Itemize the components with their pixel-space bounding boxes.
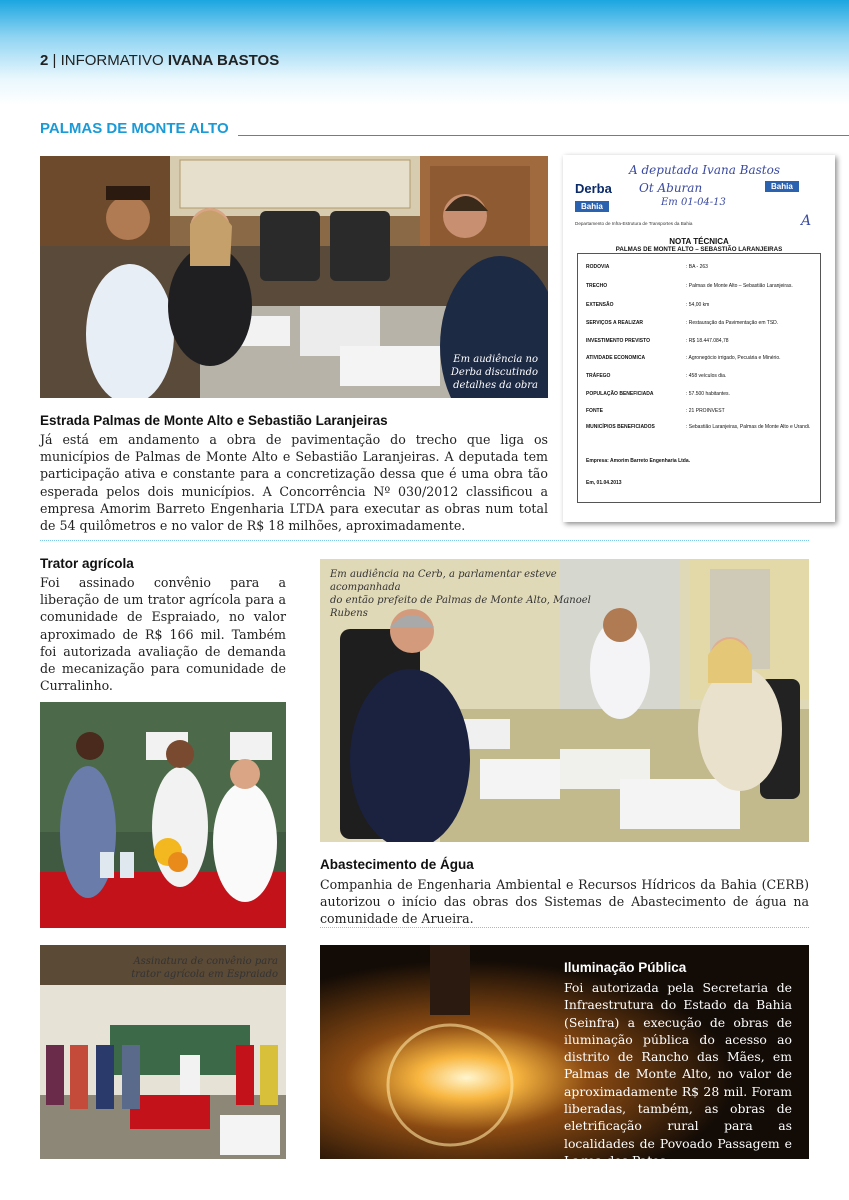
road-heading: Estrada Palmas de Monte Alto e Sebastião Laranjeiras [40, 413, 388, 428]
row-value: : Restauração da Pavimentação em TSD. [686, 320, 779, 326]
note-company: Empresa: Amorim Barreto Engenharia Ltda. [586, 458, 691, 464]
row-value: : 54,00 km [686, 302, 710, 308]
photo-tractor-ceremony [40, 702, 286, 928]
row-label: RODOVIA [586, 264, 610, 270]
note-title: NOTA TÉCNICA [669, 237, 729, 246]
lighting-heading: Iluminação Pública [564, 960, 687, 975]
caption-line: Em audiência na Cerb, a parlamentar esteve acompanhada [330, 569, 557, 593]
handwritten-note: A deputada Ivana Bastos [629, 163, 781, 177]
caption-line: detalhes da obra [453, 380, 538, 391]
technical-note-document [563, 155, 835, 522]
caption-line: Em audiência no [453, 354, 538, 365]
note-table [577, 253, 821, 503]
row-value: : Palmas de Monte Alto – Sebastião Laranjeiras. [686, 283, 793, 289]
note-date: Em, 01.04.2013 [586, 480, 622, 486]
handwritten-date: Em 01-04-13 [661, 197, 726, 208]
row-value: : 21 PROINVEST [686, 408, 725, 414]
caption-line: Assinatura de convênio para [133, 956, 278, 967]
section-title: PALMAS DE MONTE ALTO [40, 120, 229, 137]
handwritten-signature: Ot Aburan [639, 181, 703, 195]
bahia-logo-right: Bahia [765, 181, 799, 192]
newsletter-name: IVANA BASTOS [167, 52, 280, 69]
road-body: Já está em andamento a obra de pavimentação do trecho que liga os municípios de Palmas de Monte Alto e Sebastião Laranjeiras. A deputada tem participação ativa e constante para a concretização dessa que é uma obra tão esperada pelos dois municípios. A Concorrência Nº 030/2012 classificou a empresa Amorim Barreto Engenharia LTDA para executar as obras num total de 54 quilômetros e no valor de R$ 18 milhões, aproximadamente. [40, 432, 548, 534]
page-header [40, 52, 279, 69]
bahia-logo-left: Bahia [575, 201, 609, 212]
tractor-heading: Trator agrícola [40, 556, 134, 571]
caption-line: do então prefeito de Palmas de Monte Alto, Manoel Rubens [330, 595, 591, 619]
divider [320, 927, 809, 928]
department-name: Departamento de Infra-Estrutura de Transportes da Bahia [575, 221, 693, 226]
row-value: : 57.500 habitantes. [686, 391, 730, 397]
row-value: : Sebastião Laranjeiras, Palmas de Monte Alto e Urandi. [686, 424, 811, 430]
newsletter-label: INFORMATIVO [60, 52, 164, 69]
row-label: TRÁFEGO [586, 373, 611, 379]
tractor-photo-caption [120, 955, 278, 981]
row-label: FONTE [586, 408, 603, 414]
row-label: TRECHO [586, 283, 608, 289]
row-label: EXTENSÃO [586, 302, 614, 308]
water-heading: Abastecimento de Água [320, 857, 474, 872]
tractor-ceremony-illustration [40, 702, 286, 928]
lighting-body: Foi autorizada pela Secretaria de Infraestrutura do Estado da Bahia (Seinfra) a execução de obras de iluminação pública do acesso ao distrito de Rancho das Mães, em Palmas de Monte Alto, no valor de aproximadamente R$ 28 mil. Foram liberadas, também, as obras de eletrificação rural para as localidades de Povoado Passagem e Lagoa dos Patos. [564, 980, 792, 1168]
water-body: Companhia de Engenharia Ambiental e Recursos Hídricos da Bahia (CERB) autorizou o início das obras dos Sistemas de Abastecimento de água na comunidade de Arueira. [320, 877, 809, 927]
row-label: ATIVIDADE ECONOMICA [586, 355, 646, 361]
caption-line: trator agrícola em Espraiado [131, 969, 278, 980]
row-value: : 458 veículos dia. [686, 373, 727, 379]
cerb-photo-caption [330, 568, 630, 620]
tractor-body: Foi assinado convênio para a liberação de um trator agrícola para a comunidade de Espraiado, no valor aproximado de R$ 166 mil. Também foi autorizada avaliação de demanda de mecanização para comunidade de Curralinho. [40, 575, 286, 694]
row-value: : BA - 263 [686, 264, 708, 270]
derba-photo-caption [440, 353, 538, 392]
row-value: : Agronegócio irrigado, Pecuária e Minério. [686, 355, 781, 361]
row-label: MUNICÍPIOS BENEFICIADOS [586, 424, 655, 430]
page-number: 2 [40, 52, 49, 69]
derba-logo: Derba [575, 181, 612, 196]
handwritten-mark: A [801, 213, 812, 229]
row-label: SERVIÇOS A REALIZAR [586, 320, 644, 326]
section-rule [238, 135, 849, 136]
header-separator: | [52, 52, 57, 69]
caption-line: Derba discutindo [450, 367, 538, 378]
row-label: POPULAÇÃO BENEFICIADA [586, 391, 654, 397]
row-value: : R$ 18.447.084,78 [686, 338, 729, 344]
divider [40, 540, 809, 541]
row-label: INVESTIMENTO PREVISTO [586, 338, 650, 344]
note-subtitle: PALMAS DE MONTE ALTO – SEBASTIÃO LARANJEIRAS [615, 246, 783, 253]
